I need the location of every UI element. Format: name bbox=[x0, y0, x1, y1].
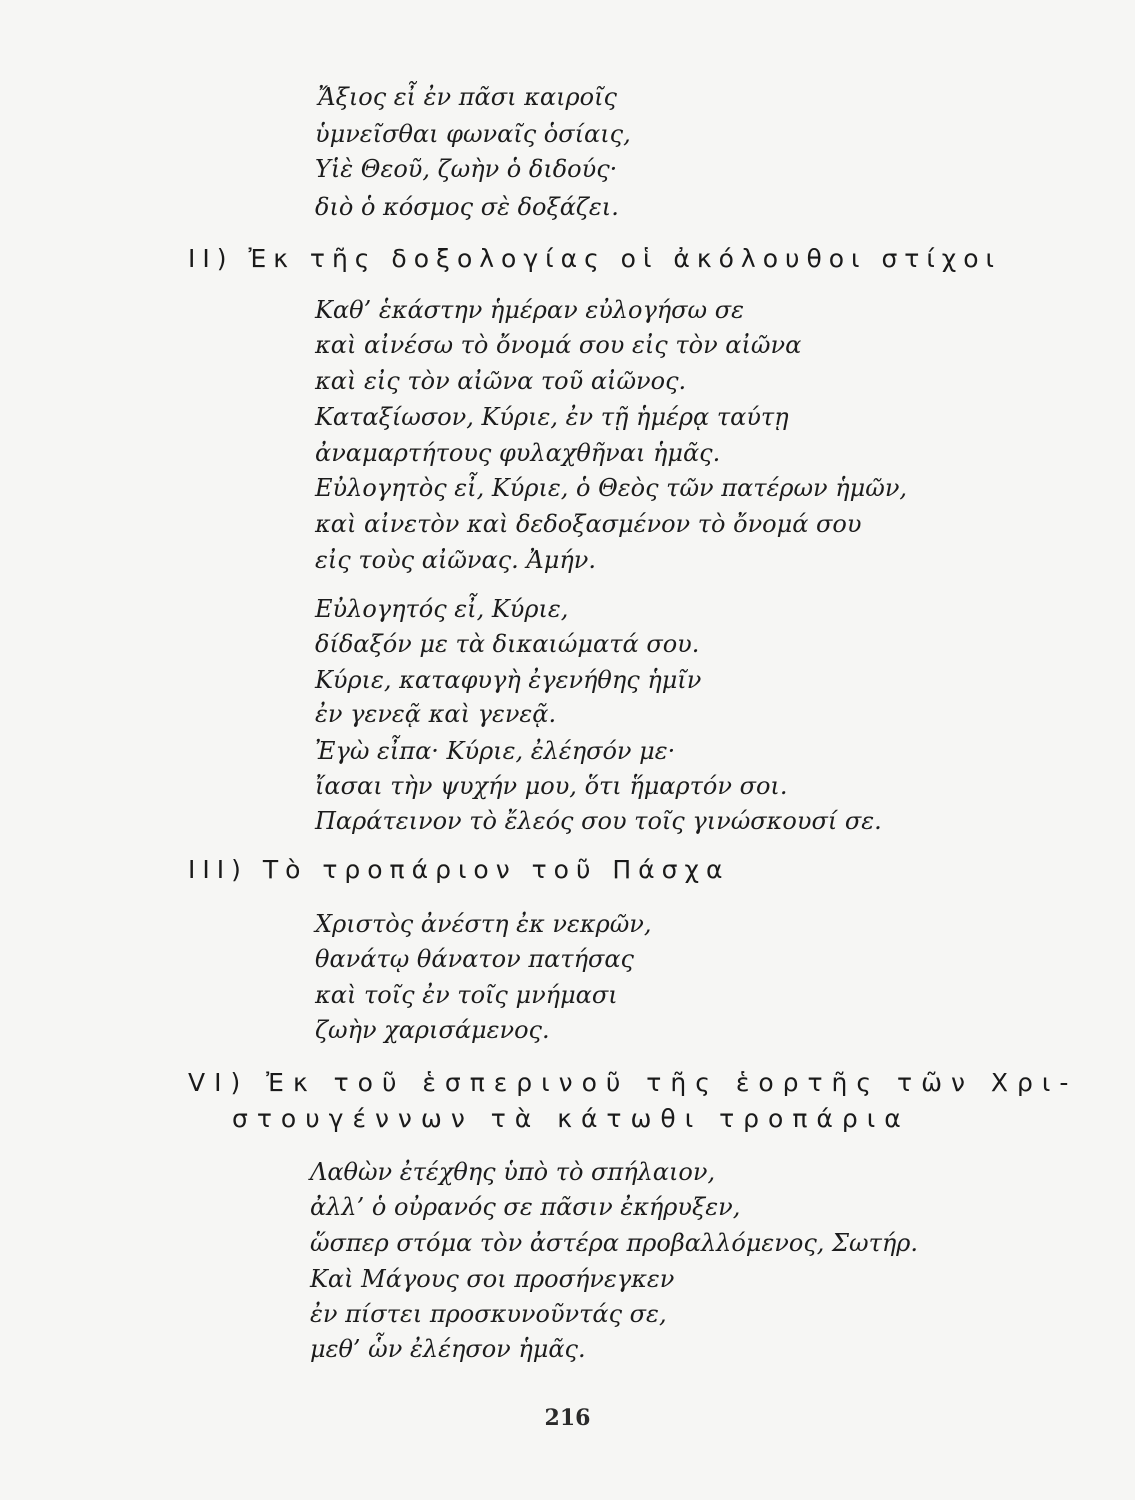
verse-line: ἀλλ’ ὁ οὐρανός σε πᾶσιν ἐκήρυξεν, bbox=[310, 1193, 741, 1221]
verse-line: Εὐλογητός εἶ, Κύριε, bbox=[315, 595, 569, 623]
verse-line: ζωὴν χαρισάμενος. bbox=[315, 1016, 550, 1044]
verse-line: Λαθὼν ἐτέχθης ὑπὸ τὸ σπήλαιον, bbox=[310, 1158, 716, 1186]
verse-line: ἀναμαρτήτους φυλαχθῆναι ἡμᾶς. bbox=[315, 439, 721, 467]
verse-line: Παράτεινον τὸ ἔλεός σου τοῖς γινώσκουσί σε. bbox=[315, 807, 882, 835]
section-2-heading: II) Ἐκ τῆς δοξολογίας οἱ ἀκόλουθοι στίχοι bbox=[188, 244, 1002, 273]
verse-line: Καθ’ ἑκάστην ἡμέραν εὐλογήσω σε bbox=[315, 296, 745, 324]
verse-line: Χριστὸς ἀνέστη ἐκ νεκρῶν, bbox=[315, 910, 652, 938]
verse-line: Εὐλογητὸς εἶ, Κύριε, ὁ Θεὸς τῶν πατέρων ἡμῶν, bbox=[315, 474, 908, 502]
verse-line: ἐν γενεᾷ καὶ γενεᾷ. bbox=[315, 700, 557, 728]
section-4-heading-line-2: στουγέννων τὰ κάτωθι τροπάρια bbox=[232, 1104, 910, 1133]
verse-line: ὥσπερ στόμα τὸν ἀστέρα προβαλλόμενος, Σωτήρ. bbox=[310, 1229, 918, 1257]
verse-line: διὸ ὁ κόσμος σὲ δοξάζει. bbox=[315, 193, 619, 221]
verse-line: καὶ εἰς τὸν αἰῶνα τοῦ αἰῶνος. bbox=[315, 367, 687, 395]
verse-line: ὑμνεῖσθαι φωναῖς ὁσίαις, bbox=[315, 120, 631, 148]
verse-line: καὶ τοῖς ἐν τοῖς μνήμασι bbox=[315, 981, 618, 1009]
section-4-heading-line-1: VI) Ἐκ τοῦ ἑσπερινοῦ τῆς ἑορτῆς τῶν Χρι- bbox=[188, 1068, 1078, 1097]
verse-line: ἴασαι τὴν ψυχήν μου, ὅτι ἥμαρτόν σοι. bbox=[315, 772, 788, 800]
verse-line: Κύριε, καταφυγὴ ἐγενήθης ἡμῖν bbox=[315, 666, 702, 694]
verse-line: καὶ αἰνέσω τὸ ὄνομά σου εἰς τὸν αἰῶνα bbox=[315, 331, 802, 359]
section-3-heading: III) Τὸ τροπάριον τοῦ Πάσχα bbox=[188, 855, 730, 884]
verse-line: Ἐγὼ εἶπα· Κύριε, ἐλέησόν με· bbox=[315, 737, 676, 765]
verse-line: θανάτῳ θάνατον πατήσας bbox=[315, 945, 634, 973]
verse-line: Υἱὲ Θεοῦ, ζωὴν ὁ διδούς· bbox=[315, 155, 618, 183]
verse-line: Καὶ Μάγους σοι προσήνεγκεν bbox=[310, 1265, 675, 1293]
page-number: 216 bbox=[544, 1405, 591, 1431]
verse-line: εἰς τοὺς αἰῶνας. Ἀμήν. bbox=[315, 546, 596, 574]
verse-line: ἐν πίστει προσκυνοῦντάς σε, bbox=[310, 1300, 667, 1328]
verse-line: δίδαξόν με τὰ δικαιώματά σου. bbox=[315, 630, 700, 658]
verse-line: μεθ’ ὧν ἐλέησον ἡμᾶς. bbox=[310, 1335, 586, 1363]
verse-line: Καταξίωσον, Κύριε, ἐν τῇ ἡμέρᾳ ταύτῃ bbox=[315, 403, 789, 431]
verse-line: Ἄξιος εἶ ἐν πᾶσι καιροῖς bbox=[318, 83, 617, 111]
verse-line: καὶ αἰνετὸν καὶ δεδοξασμένον τὸ ὄνομά σου bbox=[315, 510, 862, 538]
